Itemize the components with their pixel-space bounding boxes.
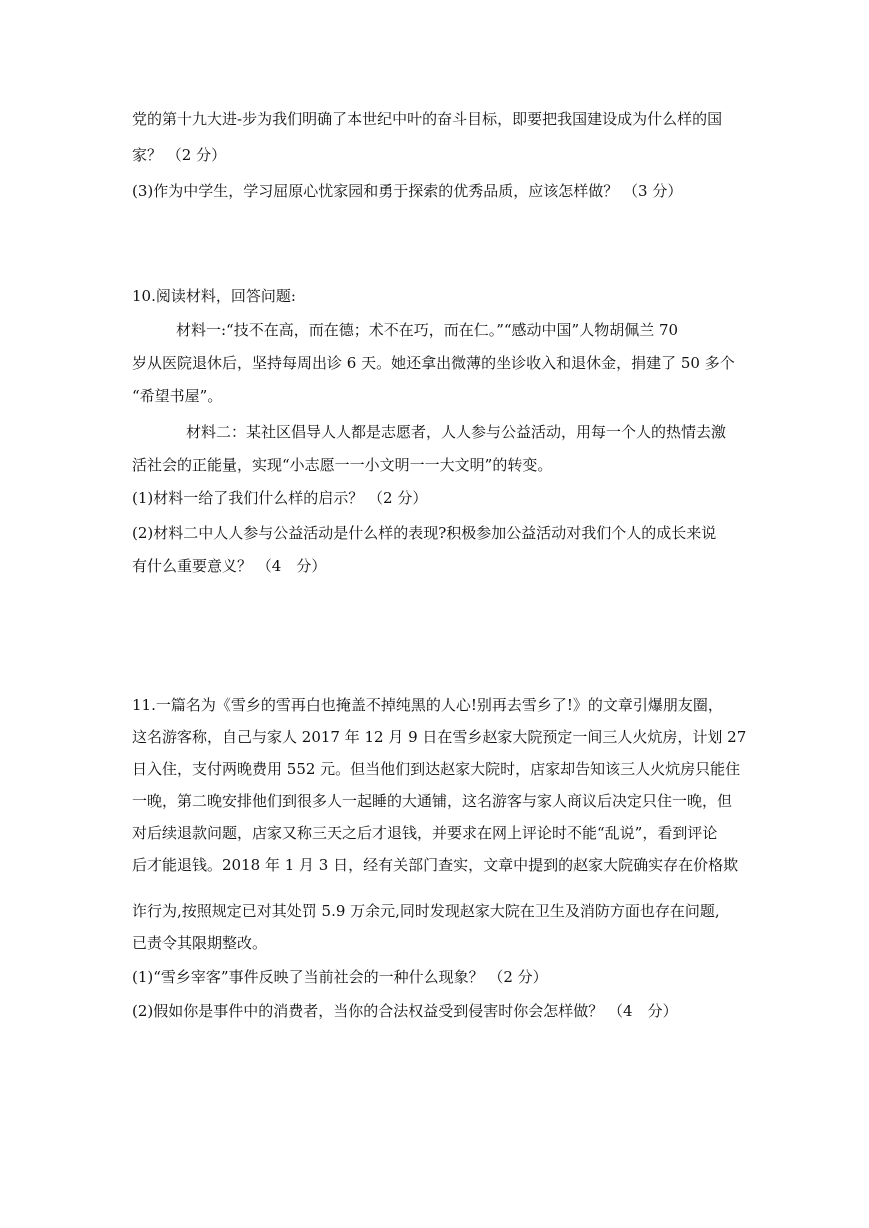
- q10-material-2-line-2: 活社会的正能量，实现“小志愿一一小文明一一大文明”的转变。: [132, 456, 553, 474]
- q11-line-3: 日入住，支付两晚费用 552 元。但当他们到达赵家大院时，店家却告知该三人火炕房只能住: [132, 760, 741, 778]
- q11-line-7: 诈行为,按照规定已对其处罚 5.9 万余元,同时发现赵家大院在卫生及消防方面也存在问题,: [132, 902, 720, 920]
- q10-material-1-line-3: “希望书屋”。: [132, 387, 223, 405]
- q10-material-2-line-1: 材料二：某社区倡导人人都是志愿者，人人参与公益活动，用每一个人的热情去激: [186, 423, 727, 441]
- q10-material-1-line-2: 岁从医院退休后，坚持每周出诊 6 天。她还拿出微薄的坐诊收入和退休金，捐建了 50 多个: [132, 354, 735, 372]
- q9-line-1: 党的第十九大进-步为我们明确了本世纪中叶的奋斗目标，即要把我国建设成为什么样的国: [132, 110, 723, 128]
- q11-subquestion-1: (1)“雪乡宰客”事件反映了当前社会的一种什么现象？ （2 分）: [132, 968, 548, 986]
- q10-material-1-line-1: 材料一:“技不在高，而在德；术不在巧，而在仁。”“感动中国”人物胡佩兰 70: [176, 321, 679, 339]
- q10-heading: 10.阅读材料，回答问题:: [132, 287, 296, 305]
- q11-line-1: 11.一篇名为《雪乡的雪再白也掩盖不掉纯黑的人心!别再去雪乡了!》的文章引爆朋友圈，: [132, 696, 723, 714]
- q11-line-4: 一晚，第二晚安排他们到很多人一起睡的大通铺，这名游客与家人商议后决定只住一晚，但: [132, 792, 733, 810]
- q9-line-2: 家？ （2 分）: [132, 146, 227, 164]
- q11-line-6: 后才能退钱。2018 年 1 月 3 日，经有关部门查实，文章中提到的赵家大院确实存在价格欺: [132, 856, 739, 874]
- q11-line-2: 这名游客称，自己与家人 2017 年 12 月 9 日在雪乡赵家大院预定一间三人火炕房，计划 27: [132, 728, 747, 746]
- q9-subquestion-3: (3)作为中学生，学习屈原心忧家园和勇于探索的优秀品质，应该怎样做？ （3 分）: [132, 182, 683, 200]
- q10-subquestion-2-line-2: 有什么重要意义？ （4 分）: [132, 557, 327, 575]
- q11-subquestion-2: (2)假如你是事件中的消费者，当你的合法权益受到侵害时你会怎样做？ （4 分）: [132, 1002, 678, 1020]
- q11-line-5: 对后续退款问题，店家又称三天之后才退钱，并要求在网上评论时不能“乱说”，看到评论: [132, 824, 718, 842]
- q11-line-8: 已责令其限期整改。: [132, 934, 268, 952]
- q10-subquestion-1: (1)材料一给了我们什么样的启示？ （2 分）: [132, 489, 428, 507]
- q10-subquestion-2-line-1: (2)材料二中人人参与公益活动是什么样的表现?积极参加公益活动对我们个人的成长来说: [132, 524, 717, 542]
